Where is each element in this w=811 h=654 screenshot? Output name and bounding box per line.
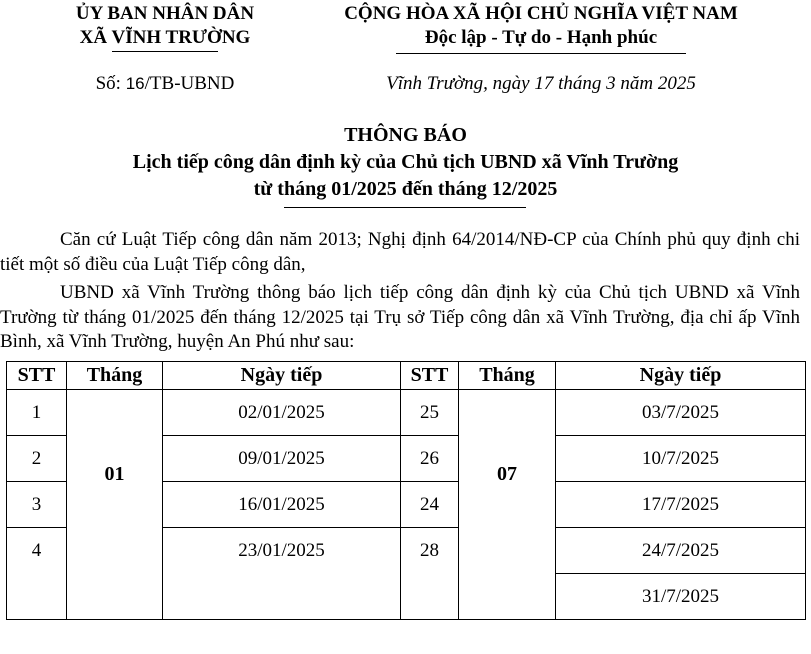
month-cell-left: [67, 390, 163, 620]
header-day: Ngày tiếp: [163, 362, 401, 390]
header-month-2: Tháng: [459, 362, 556, 390]
cell-day: 23/01/2025: [163, 528, 401, 620]
state-line1: CỘNG HÒA XÃ HỘI CHỦ NGHĨA VIỆT NAM: [344, 3, 738, 24]
cell-stt: 4: [7, 528, 67, 620]
cell-day: 09/01/2025: [163, 436, 401, 482]
doc-number-label: Số:: [95, 73, 126, 94]
cell-stt: 1: [7, 390, 67, 436]
state-header: [300, 2, 782, 50]
cell-stt-2: 28: [401, 528, 459, 620]
table-row: [7, 390, 806, 436]
month-left: 01: [104, 463, 125, 485]
motto: Độc lập - Tự do - Hạnh phúc: [424, 27, 658, 48]
announcement-paragraph: UBND xã Vĩnh Trường thông báo lịch tiếp công dân định kỳ của Chủ tịch UBND xã Vĩnh Trường từ tháng 01/2025 đến tháng 12/2025 tại Trụ sở Tiếp công dân xã Vĩnh Trường, địa chỉ ấp Vĩnh Bình, xã Vĩnh Trường, huyện An Phú như sau:: [0, 282, 800, 352]
month-right: 07: [497, 463, 517, 485]
cell-day-2: 03/7/2025: [556, 390, 806, 436]
legal-basis-paragraph: Căn cứ Luật Tiếp công dân năm 2013; Nghị định 64/2014/NĐ-CP của Chính phủ quy định chi tiết một số điều của Luật Tiếp công dân,: [0, 229, 800, 275]
title-underline: [284, 207, 526, 208]
doc-period: từ tháng 01/2025 đến tháng 12/2025: [253, 178, 558, 200]
cell-day: 16/01/2025: [163, 482, 401, 528]
header-stt-2: STT: [401, 362, 459, 390]
cell-day: 02/01/2025: [163, 390, 401, 436]
doc-number: [40, 72, 290, 96]
cell-stt: 2: [7, 436, 67, 482]
cell-day-2: 17/7/2025: [556, 482, 806, 528]
agency-underline: [112, 51, 218, 52]
table-header-row: [7, 362, 806, 390]
cell-stt-2: 26: [401, 436, 459, 482]
header-stt: STT: [7, 362, 67, 390]
doc-number-value: 16: [125, 74, 145, 93]
header-day-2: Ngày tiếp: [556, 362, 806, 390]
cell-stt-2: 24: [401, 482, 459, 528]
header-month: Tháng: [67, 362, 163, 390]
agency-header: [40, 2, 290, 50]
cell-stt: 3: [7, 482, 67, 528]
motto-underline: [396, 53, 686, 54]
doc-number-suffix: /TB-UBND: [144, 73, 235, 94]
doc-title: THÔNG BÁO: [344, 124, 467, 146]
agency-line2: XÃ VĨNH TRƯỜNG: [79, 27, 251, 48]
cell-day-2: 24/7/2025: [556, 528, 806, 574]
agency-line1: ỦY BAN NHÂN DÂN: [75, 3, 255, 24]
month-cell-right: [459, 390, 556, 620]
cell-stt-2: 25: [401, 390, 459, 436]
cell-day-2: 31/7/2025: [556, 574, 806, 620]
place-date: Vĩnh Trường, ngày 17 tháng 3 năm 2025: [386, 73, 696, 94]
doc-subtitle: Lịch tiếp công dân định kỳ của Chủ tịch UBND xã Vĩnh Trường: [132, 151, 679, 173]
schedule-table: [6, 361, 806, 620]
cell-day-2: 10/7/2025: [556, 436, 806, 482]
